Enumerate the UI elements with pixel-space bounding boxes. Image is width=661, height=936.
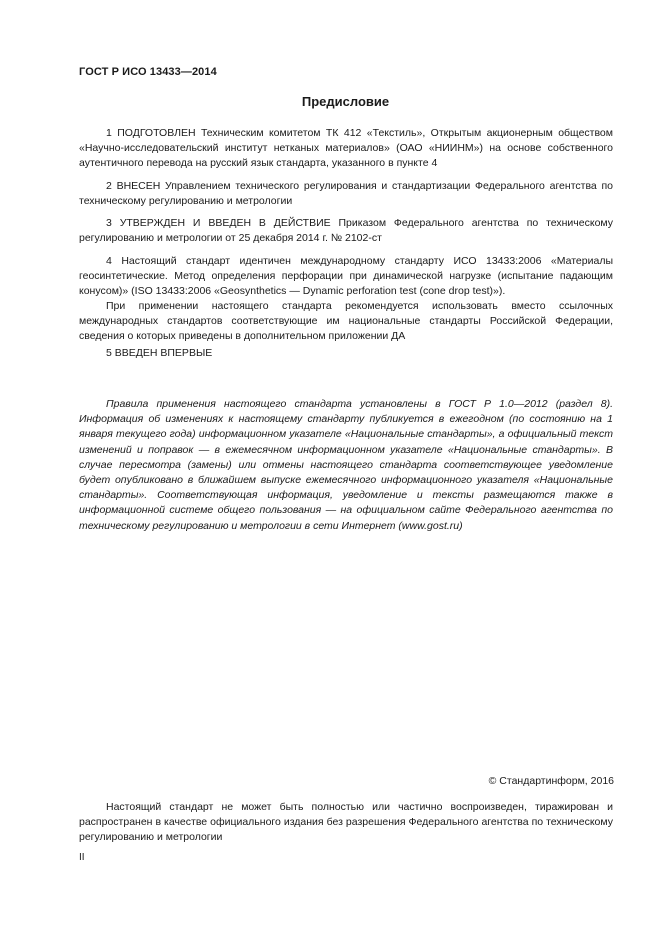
copyright-line: © Стандартинформ, 2016 [488,775,614,787]
paragraph-2-submitted: 2 ВНЕСЕН Управлением технического регулирования и стандартизации Федерального агентства по техническому регулированию и метрологии [79,180,613,208]
paragraph-1-prepared: 1 ПОДГОТОВЛЕН Техническим комитетом ТК 412 «Текстиль», Открытым акционерным обществом «Научно-исследовательский институт нетканых материалов» (ОАО «НИИНМ») на основе собственного аутентичного перевода на русский язык стандарта, указанного в пункте 4 [79,127,613,170]
paragraph-5-first-introduced: 5 ВВЕДЕН ВПЕРВЫЕ [106,347,213,359]
paragraph-4-application-note: При применении настоящего стандарта рекомендуется использовать вместо ссылочных международных стандартов соответствующие им национальные стандарты Российской Федерации, сведения о которых приведены в дополнительном приложении ДА [79,300,613,343]
application-rules-notice: Правила применения настоящего стандарта установлены в ГОСТ Р 1.0—2012 (раздел 8). Информация об изменениях к настоящему стандарту публикуется в ежегодном (по состоянию на 1 января текущего года) информационном указателе «Национальные стандарты», а официальный текст изменений и поправок — в ежемесячном информационном указателе «Национальные стандарты». В случае пересмотра (замены) или отмены настоящего стандарта соответствующее уведомление будет опубликовано в ближайшем выпуске ежемесячного информационного указателя «Национальные стандарты». Соответствующая информация, уведомление и тексты размещаются также в информационной системе общего пользования — на официальном сайте Федерального агентства по техническому регулированию и метрологии в сети Интернет (www.gost.ru) [79,398,613,532]
document-header-code: ГОСТ Р ИСО 13433—2014 [79,66,217,78]
paragraph-4-identical: 4 Настоящий стандарт идентичен международному стандарту ИСО 13433:2006 «Материалы геосинтетические. Метод определения перфорации при динамической нагрузке (испытание падающим конусом)» (ISO 13433:2006 «Geosynthetics — Dynamic perforation test (cone drop test)»). [79,255,613,298]
page-number: II [79,852,85,863]
paragraph-3-approved: 3 УТВЕРЖДЕН И ВВЕДЕН В ДЕЙСТВИЕ Приказом Федерального агентства по техническому регулированию и метрологии от 25 декабря 2014 г. № 2102-ст [79,217,613,245]
reproduction-restriction-notice: Настоящий стандарт не может быть полностью или частично воспроизведен, тиражирован и распространен в качестве официального издания без разрешения Федерального агентства по техническому регулированию и метрологии [79,801,613,844]
page-title: Предисловие [301,94,390,109]
